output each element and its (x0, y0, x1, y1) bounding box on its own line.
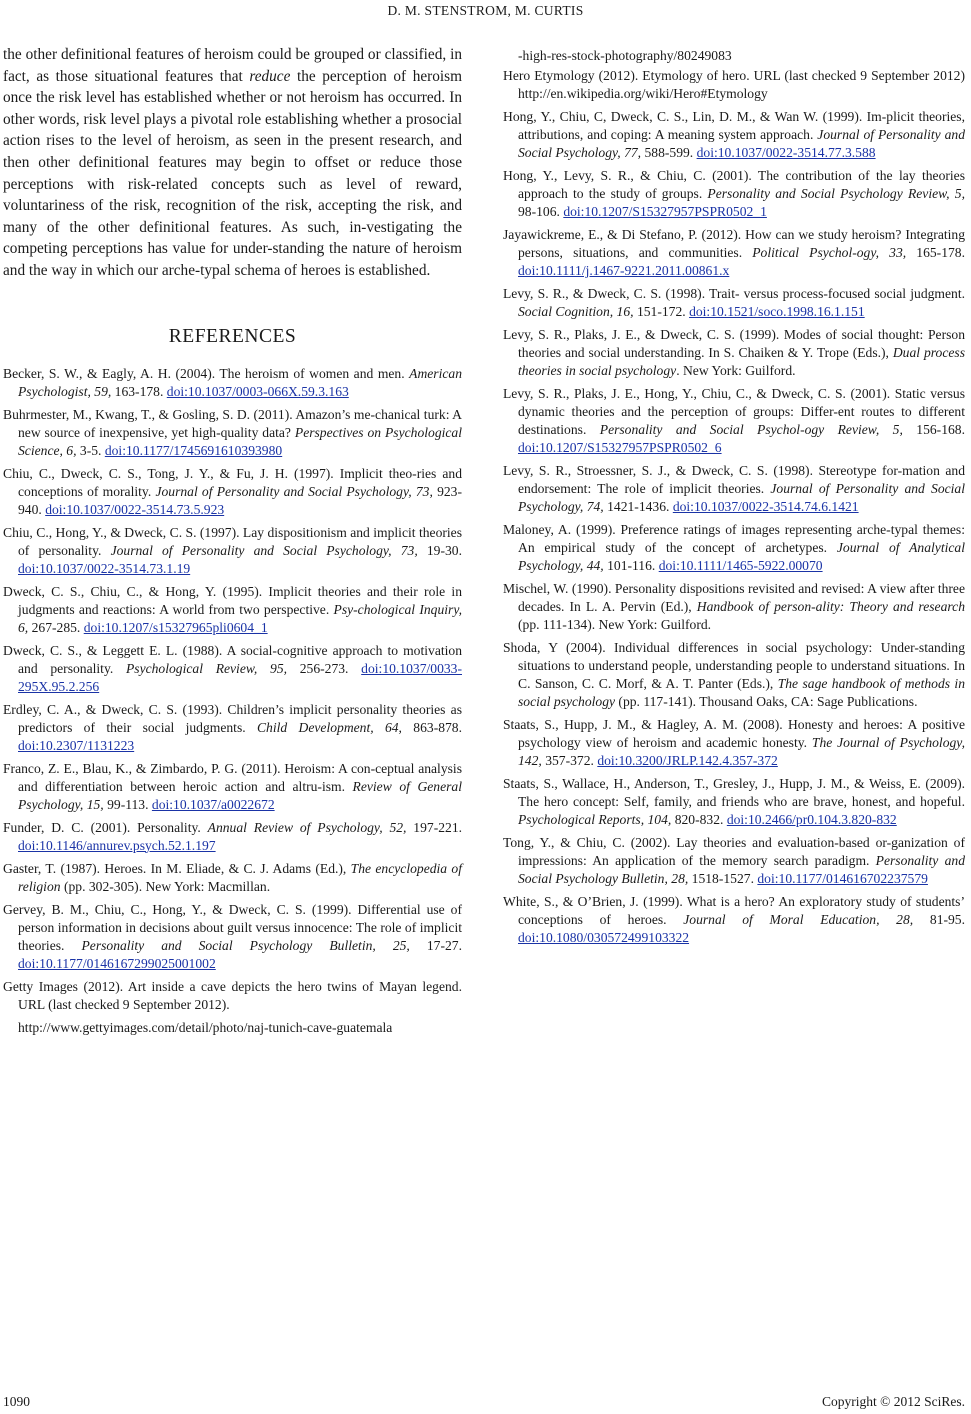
body-text-before: the other definitional features of heroism could be grouped or classified, in fact, as those situational features that (3, 46, 462, 85)
reference-text: Gervey, B. M., Chiu, C., Hong, Y., & Dweck, C. S. (1999). Differential use of person information in decisions about guilt versus innocence: The role of implicit theories. (3, 901, 462, 953)
reference-text: Franco, Z. E., Blau, K., & Zimbardo, P. G. (2011). Heroism: A con-ceptual analysis and differentiation between heroic action and altru-ism. (3, 760, 462, 794)
reference-entry (503, 580, 965, 634)
doi-link[interactable]: doi:10.1111/1465-5922.00070 (658, 558, 823, 573)
reference-text: Hong, Y., Levy, S. R., & Chiu, C. (2001). The contribution of the lay theories approach to the study of groups. (503, 168, 965, 201)
reference-source: The sage handbook of methods in social psychology (518, 676, 965, 709)
reference-entry (3, 701, 462, 755)
reference-text: Chiu, C., Hong, Y., & Dweck, C. S. (1997). Lay dispositionism and implicit theories of personality. (3, 524, 462, 558)
reference-source: Personality and Social Psychol-ogy Review, 5, (599, 422, 903, 437)
reference-source: Journal of Personality and Social Psychology, 77, (518, 127, 965, 160)
reference-entry (503, 108, 965, 162)
reference-entry (503, 385, 965, 457)
reference-text: Chiu, C., Dweck, C. S., Tong, J. Y., & Fu, J. H. (1997). Implicit theo-ries and conceptions of morality. (3, 465, 462, 499)
reference-list-left (3, 365, 462, 1014)
reference-entry (3, 760, 462, 814)
doi-link[interactable]: doi:10.1037/0033-295X.95.2.256 (18, 660, 462, 694)
doi-link[interactable]: doi:10.1177/1745691610393980 (104, 442, 283, 458)
reference-pages: 151-172. (633, 304, 690, 319)
reference-text: Levy, S. R., Plaks, J. E., & Dweck, C. S. (1999). Modes of social thought: Person theories and social understanding. In S. Chaiken & Y. Trope (Eds.), (503, 327, 965, 360)
doi-link[interactable]: doi:10.1037/0022-3514.73.5.923 (45, 501, 225, 517)
reference-pages: 98-106. (518, 204, 564, 219)
reference-entry (503, 167, 965, 221)
reference-source: Journal of Personality and Social Psychology, 73, (155, 483, 433, 499)
reference-source: Personality and Social Psychology Bulletin, 28, (518, 853, 965, 886)
reference-pages: 1421-1436. (603, 499, 673, 514)
doi-link[interactable]: doi:10.1037/a0022672 (151, 796, 275, 812)
reference-pages: 19-30. (417, 542, 462, 558)
reference-pages: (pp. 302-305). New York: Macmillan. (60, 878, 271, 894)
doi-link[interactable]: doi:10.1080/030572499103322 (518, 930, 690, 945)
reference-pages: 3-5. (76, 442, 105, 458)
body-text-after: the perception of heroism once the risk level has established whether or not heroism has occurred. In other words, risk level plays a pivotal role establishing whether a prosocial action rises to the level of heroism, as seen in the present research, and then other definitional features may begin to offset or reduce those perceptions with risk-related concepts such as level of reward, voluntariness of the risk, recognition of the risk, accepting the risk, and many of the other definitional features. As such, in-vestigating the competing perceptions has value for under-standing the nature of heroism and the way in which our arche-typal schema of heroes is established. (3, 67, 462, 279)
reference-entry (503, 893, 965, 947)
reference-source: Journal of Personality and Social Psychology, 74, (518, 481, 965, 514)
reference-pages: 156-168. (902, 422, 965, 437)
getty-url-continued: -high-res-stock-photography/80249083 (518, 48, 732, 63)
running-head: D. M. STENSTROM, M. CURTIS (387, 3, 584, 18)
reference-text: Levy, S. R., Stroessner, S. J., & Dweck, C. S. (1998). Stereotype for-mation and endorsement: The role of implicit theories. (503, 463, 965, 496)
reference-entry (503, 285, 965, 321)
body-paragraph (3, 44, 462, 282)
reference-text: Erdley, C. A., & Dweck, C. S. (1993). Children’s implicit personality theories as predictors of their social judgments. (3, 701, 462, 735)
doi-link[interactable]: doi:10.1207/S15327957PSPR0502_1 (563, 204, 767, 219)
reference-pages: 17-27. (409, 937, 463, 953)
reference-pages: 357-372. (541, 753, 598, 768)
body-text-emphasis: reduce (249, 67, 291, 85)
reference-source: Dual process theories in social psychology (518, 345, 965, 378)
doi-link[interactable]: doi:10.1037/0022-3514.73.1.19 (18, 560, 191, 576)
doi-link[interactable]: doi:10.2466/pr0.104.3.820-832 (726, 812, 897, 827)
reference-text: Buhrmester, M., Kwang, T., & Gosling, S. D. (2011). Amazon’s me-chanical turk: A new source of inexpensive, yet high-quality data? (3, 406, 462, 440)
reference-source: American Psychologist, 59, (18, 365, 462, 399)
doi-link[interactable]: doi:10.1207/s15327965pli0604_1 (83, 619, 268, 635)
reference-text: Jayawickreme, E., & Di Stefano, P. (2012). How can we study heroism? Integrating persons, situations, and communities. (503, 227, 965, 260)
reference-source: Perspectives on Psychological Science, 6, (18, 424, 463, 458)
reference-source: The encyclopedia of religion (18, 860, 463, 894)
doi-link[interactable]: doi:10.1037/0022-3514.77.3.588 (696, 145, 876, 160)
doi-link[interactable]: doi:10.1037/0022-3514.74.6.1421 (672, 499, 859, 514)
reference-pages: . New York: Guilford. (676, 363, 796, 378)
reference-pages: 163-178. (111, 383, 167, 399)
reference-entry (503, 226, 965, 280)
reference-entry (503, 775, 965, 829)
reference-text: Levy, S. R., & Dweck, C. S. (1998). Trait- versus process-focused social judgment. (503, 286, 965, 301)
page-number: 1090 (3, 1394, 30, 1409)
reference-text: Becker, S. W., & Eagly, A. H. (2004). The heroism of women and men. (3, 365, 410, 381)
reference-pages: 588-599. (641, 145, 697, 160)
reference-pages: 923-940. (18, 483, 462, 517)
doi-link[interactable]: doi:10.3200/JRLP.142.4.357-372 (597, 753, 778, 768)
doi-link[interactable]: doi:10.2307/1131223 (18, 737, 135, 753)
references-heading: REFERENCES (168, 325, 297, 347)
reference-source: Annual Review of Psychology, 52, (207, 819, 407, 835)
reference-pages: 99-113. (103, 796, 152, 812)
reference-entry (3, 642, 462, 696)
reference-text: Hero Etymology (2012). Etymology of hero. URL (last checked 9 September 2012) http://en.wikipedia.org/wiki/Hero#Etymology (503, 68, 965, 101)
reference-source: Journal of Analytical Psychology, 44, (518, 540, 965, 573)
reference-pages: 863-878. (401, 719, 463, 735)
reference-text: Funder, D. C. (2001). Personality. (3, 819, 208, 835)
reference-text: Maloney, A. (1999). Preference ratings of images representing arche-typal themes: An empirical study of the concept of archetypes. (503, 522, 965, 555)
reference-entry (503, 462, 965, 516)
reference-source: Personality and Social Psychology Bulletin, 25, (81, 937, 410, 953)
reference-source: Psychological Review, 95, (125, 660, 288, 676)
reference-text: Staats, S., Wallace, H., Anderson, T., Gresley, J., Hupp, J. M., & Weiss, E. (2009). The hero concept: Self, family, and friends who are brave, honest, and hopeful. (503, 776, 965, 809)
doi-link[interactable]: doi:10.1037/0003-066X.59.3.163 (166, 383, 349, 399)
reference-source: Review of General Psychology, 15, (18, 778, 462, 812)
reference-source: Psy-chological Inquiry, 6, (18, 601, 462, 635)
reference-source: Journal of Personality and Social Psychology, 73, (110, 542, 418, 558)
left-column (3, 44, 462, 1039)
reference-pages: (pp. 117-141). Thousand Oaks, CA: Sage Publications. (615, 694, 918, 709)
reference-text: Dweck, C. S., & Leggett E. L. (1988). A social-cognitive approach to motivation and personality. (3, 642, 462, 676)
doi-link[interactable]: doi:10.1207/S15327957PSPR0502_6 (518, 440, 722, 455)
reference-source: Handbook of person-ality: Theory and research (696, 599, 965, 614)
reference-source: Journal of Moral Education, 28, (683, 912, 914, 927)
reference-text: Getty Images (2012). Art inside a cave depicts the hero twins of Mayan legend. URL (last checked 9 September 2012). (3, 978, 462, 1012)
reference-entry (3, 583, 462, 637)
reference-pages: 267-285. (28, 619, 84, 635)
reference-entry (3, 819, 462, 855)
reference-entry (3, 524, 462, 578)
reference-entry (3, 860, 462, 896)
reference-source: Social Cognition, 16, (518, 304, 634, 319)
reference-entry (3, 465, 462, 519)
reference-pages: 256-273. (287, 660, 362, 676)
reference-text: Gaster, T. (1987). Heroes. In M. Eliade, & C. J. Adams (Ed.), (3, 860, 351, 876)
reference-source: Psychological Reports, 104, (518, 812, 672, 827)
doi-link[interactable]: doi:10.1111/j.1467-9221.2011.00861.x (518, 263, 730, 278)
reference-source: Personality and Social Psychology Review, 5, (707, 186, 965, 201)
reference-entry (503, 639, 965, 711)
reference-entry (503, 521, 965, 575)
reference-source: Political Psychol-ogy, 33, (752, 245, 907, 260)
reference-text: White, S., & O’Brien, J. (1999). What is a hero? An exploratory study of students’ conceptions of heroes. (503, 894, 965, 927)
reference-pages: 101-116. (603, 558, 659, 573)
reference-text: Dweck, C. S., Chiu, C., & Hong, Y. (1995). Implicit theories and their role in judgments and reactions: A world from two perspective. (3, 583, 462, 617)
reference-entry (503, 326, 965, 380)
reference-entry (503, 716, 965, 770)
reference-pages: 820-832. (671, 812, 727, 827)
reference-source: Child Development, 64, (256, 719, 402, 735)
right-column (503, 47, 965, 952)
reference-text: Levy, S. R., Plaks, J. E., Hong, Y., Chiu, C., & Dweck, C. S. (2001). Static versus dynamic theories and the perception of groups: Differ-ent routes to different destinations. (503, 386, 965, 437)
doi-link[interactable]: doi:10.1177/014616702237579 (757, 871, 928, 886)
reference-entry (3, 406, 462, 460)
copyright-notice: Copyright © 2012 SciRes. (821, 1394, 965, 1409)
reference-entry (503, 67, 965, 103)
reference-entry (503, 834, 965, 888)
reference-pages: 165-178. (906, 245, 965, 260)
reference-text: Shoda, Y (2004). Individual differences in social psychology: Under-standing situations to understand people, understanding people to understand situations. In C. Sanson, C. C. Morf, & A. T. Panter (Eds.), (503, 640, 965, 691)
reference-text: Tong, Y., & Chiu, C. (2002). Lay theories and evaluation-based or-ganization of impressions: An application of the memory search paradigm. (503, 835, 965, 868)
reference-text: Hong, Y., Chiu, C, Dweck, C. S., Lin, D. M., & Wan W. (1999). Im-plicit theories, attributions, and coping: A meaning system approach. (503, 109, 965, 142)
getty-url: http://www.gettyimages.com/detail/photo/naj-tunich-cave-guatemala (18, 1019, 393, 1035)
reference-pages: 197-221. (406, 819, 463, 835)
reference-source: The Journal of Psychology, 142, (518, 735, 965, 768)
doi-link[interactable]: doi:10.1177/0146167299025001002 (18, 955, 216, 971)
reference-entry (3, 365, 462, 401)
doi-link[interactable]: doi:10.1521/soco.1998.16.1.151 (689, 304, 865, 319)
doi-link[interactable]: doi:10.1146/annurev.psych.52.1.197 (18, 837, 216, 853)
reference-entry (3, 901, 462, 973)
reference-entry (3, 978, 462, 1014)
reference-list-right (503, 67, 965, 947)
reference-pages: 1518-1527. (688, 871, 758, 886)
reference-text: Mischel, W. (1990). Personality dispositions revisited and revised: A view after three decades. In L. A. Pervin (Ed.), (503, 581, 965, 614)
reference-text: Staats, S., Hupp, J. M., & Hagley, A. M. (2008). Honesty and heroes: A positive psychology view of heroism and academic honesty. (503, 717, 965, 750)
reference-pages: 81-95. (913, 912, 966, 927)
reference-pages: (pp. 111-134). New York: Guilford. (518, 617, 712, 632)
